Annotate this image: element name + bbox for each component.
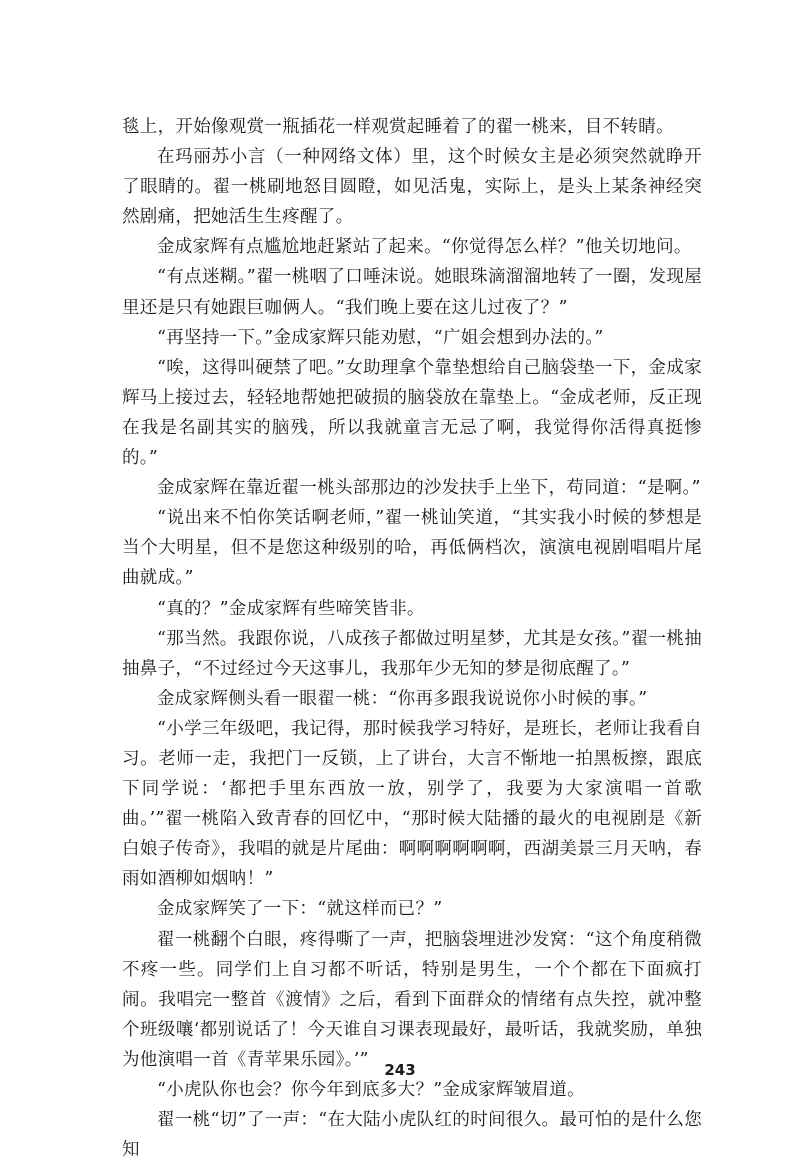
paragraph: 金成家辉侧头看一眼翟一桃：“你再多跟我说说你小时候的事。” <box>157 688 648 709</box>
paragraph: 金成家辉在靠近翟一桃头部那边的沙发扶手上坐下，苟同道：“是啊。” <box>157 478 701 499</box>
paragraph: 在玛丽苏小言（一种网络文体）里，这个时候女主是必须突然就睁开了眼睛的。翟一桃刷地怒目圆瞪，如见活鬼，实际上，是头上某条神经突然剧痛，把她活生生疼醒了。 <box>122 147 702 228</box>
paragraph: “小学三年级吧，我记得，那时候我学习特好，是班长，老师让我看自习。老师一走，我把门一反锁，上了讲台，大言不惭地一拍黑板擦，跟底下同学说：‘都把手里东西放一放，别学了，我要为大家演唱一首歌曲。’”翟一桃陷入致青春的回忆中，“那时候大陆播的最火的电视剧是《新白娘子传奇》，我唱的就是片尾曲：啊啊啊啊啊啊，西湖美景三月天呐，春雨如酒柳如烟呐！” <box>122 718 702 890</box>
paragraph: “再坚持一下。”金成家辉只能劝慰，“广姐会想到办法的。” <box>157 327 604 348</box>
page-number: 243 <box>384 1061 416 1079</box>
paragraph: “说出来不怕你笑话啊老师，”翟一桃讪笑道，“其实我小时候的梦想是当个大明星，但不是您这种级别的哈，再低俩档次，演演电视剧唱唱片尾曲就成。” <box>122 508 702 589</box>
paragraph: 翟一桃“切”了一声：“在大陆小虎队红的时间很久。最可怕的是什么您知 <box>122 1110 702 1161</box>
paragraph: “小虎队你也会？你今年到底多大？”金成家辉皱眉道。 <box>157 1080 585 1100</box>
paragraph: 毯上，开始像观赏一瓶插花一样观赏起睡着了的翟一桃来，目不转睛。 <box>122 117 674 137</box>
paragraph: “那当然。我跟你说，八成孩子都做过明星梦，尤其是女孩。”翟一桃抽抽鼻子，“不过经过今天这事儿，我那年少无知的梦是彻底醒了。” <box>122 628 702 679</box>
body-text <box>122 112 702 1165</box>
paragraph: 金成家辉笑了一下：“就这样而已？” <box>157 899 443 920</box>
paragraph: “唉，这得叫硬禁了吧。”女助理拿个靠垫想给自己脑袋垫一下，金成家辉马上接过去，轻轻地帮她把破损的脑袋放在靠垫上。“金成老师，反正现在我是名副其实的脑残，所以我就童言无忌了啊，我觉得你活得真挺惨的。” <box>122 357 702 469</box>
paragraph: 金成家辉有点尴尬地赶紧站了起来。“你觉得怎么样？”他关切地问。 <box>157 237 692 258</box>
paragraph: 翟一桃翻个白眼，疼得嘶了一声，把脑袋埋进沙发窝：“这个角度稍微不疼一些。同学们上自习都不听话，特别是男生，一个个都在下面疯打闹。我唱完一整首《渡情》之后，看到下面群众的情绪有点失控，就冲整个班级嚷‘都别说话了！今天谁自习课表现最好，最听话，我就奖励，单独为他演唱一首《青苹果乐园》。’” <box>122 929 702 1070</box>
paragraph: “真的？”金成家辉有些啼笑皆非。 <box>157 598 425 619</box>
paragraph: “有点迷糊。”翟一桃咽了口唾沫说。她眼珠滴溜溜地转了一圈，发现屋里还是只有她跟巨咖俩人。“我们晚上要在这儿过夜了？” <box>122 267 702 318</box>
